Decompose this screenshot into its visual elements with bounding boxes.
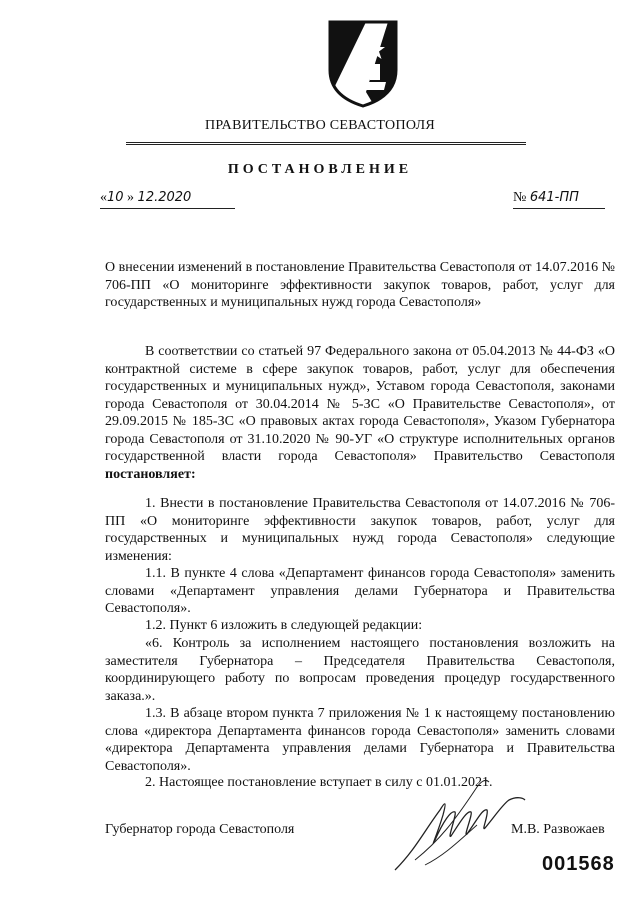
preamble-decree-word: постановляет:: [105, 466, 196, 482]
signatory-name: М.В. Развожаев: [511, 822, 605, 837]
preamble-paragraph: [105, 343, 615, 483]
date-month-year: 12.2020: [137, 190, 192, 205]
serial-number: 001568: [542, 853, 615, 875]
item-1-2: 1.2. Пункт 6 изложить в следующей редакции:: [145, 618, 423, 633]
item-1-1: 1.1. В пункте 4 слова «Департамент финансов города Севастополя» заменить словами «Департамент управления делами Губернатора и Правительства Севастополя».: [105, 566, 615, 616]
item-1-2-quote: «6. Контроль за исполнением настоящего постановления возложить на заместителя Губернатора – Председателя Правительства Севастополя, координирующего работу по вопросам проведения процедур государственного заказа.».: [105, 636, 615, 704]
item-1: 1. Внести в постановление Правительства Севастополя от 14.07.2016 № 706-ПП «О мониторинге эффективности закупок товаров, работ, услуг для государственных и муниципальных нужд города Севастополя» следующие изменения:: [105, 496, 615, 564]
date-day: 10: [107, 190, 124, 205]
signatory-position: Губернатор города Севастополя: [105, 822, 295, 837]
sevastopol-emblem-icon: [326, 18, 400, 108]
item-2: 2. Настоящее постановление вступает в силу с 01.01.2021.: [145, 775, 493, 790]
header-divider: [126, 142, 526, 145]
handwritten-signature-icon: [385, 770, 535, 875]
date-quote-close: »: [127, 190, 135, 205]
document-number: [513, 190, 605, 209]
government-name: ПРАВИТЕЛЬСТВО СЕВАСТОПОЛЯ: [204, 118, 436, 133]
document-type-title: ПОСТАНОВЛЕНИЕ: [227, 162, 413, 177]
preamble-text: В соответствии со статьей 97 Федерального закона от 05.04.2013 № 44-ФЗ «О контрактной системе в сфере закупок товаров, работ, услуг для обеспечения государственных и муниципальных нужд», Уставом города Севастополя, законами города Севастополя от 30.04.2014 № 5-ЗС «О Правительстве Севастополя», от 29.09.2015 № 185-ЗС «О правовых актах города Севастополя», Указом Губернатора города Севастополя от 31.10.2020 № 90-УГ «О структуре исполнительных органов государственной власти города Севастополя» Правительство Севастополя: [105, 344, 615, 464]
date-quote-open: «: [100, 190, 107, 205]
document-date: [100, 190, 235, 209]
item-1-3: 1.3. В абзаце втором пункта 7 приложения № 1 к настоящему постановлению слова «директора Департамента финансов города Севастополя» заменить словами «директора Департамента управления делами Губернатора и Правительства Севастополя».: [105, 706, 615, 774]
document-subject: О внесении изменений в постановление Правительства Севастополя от 14.07.2016 № 706-ПП «О мониторинге эффективности закупок товаров, работ, услуг для государственных и муниципальных нужд города Севастополя»: [105, 260, 615, 310]
number-sign: №: [513, 190, 527, 205]
number-value: 641-ПП: [529, 190, 579, 205]
